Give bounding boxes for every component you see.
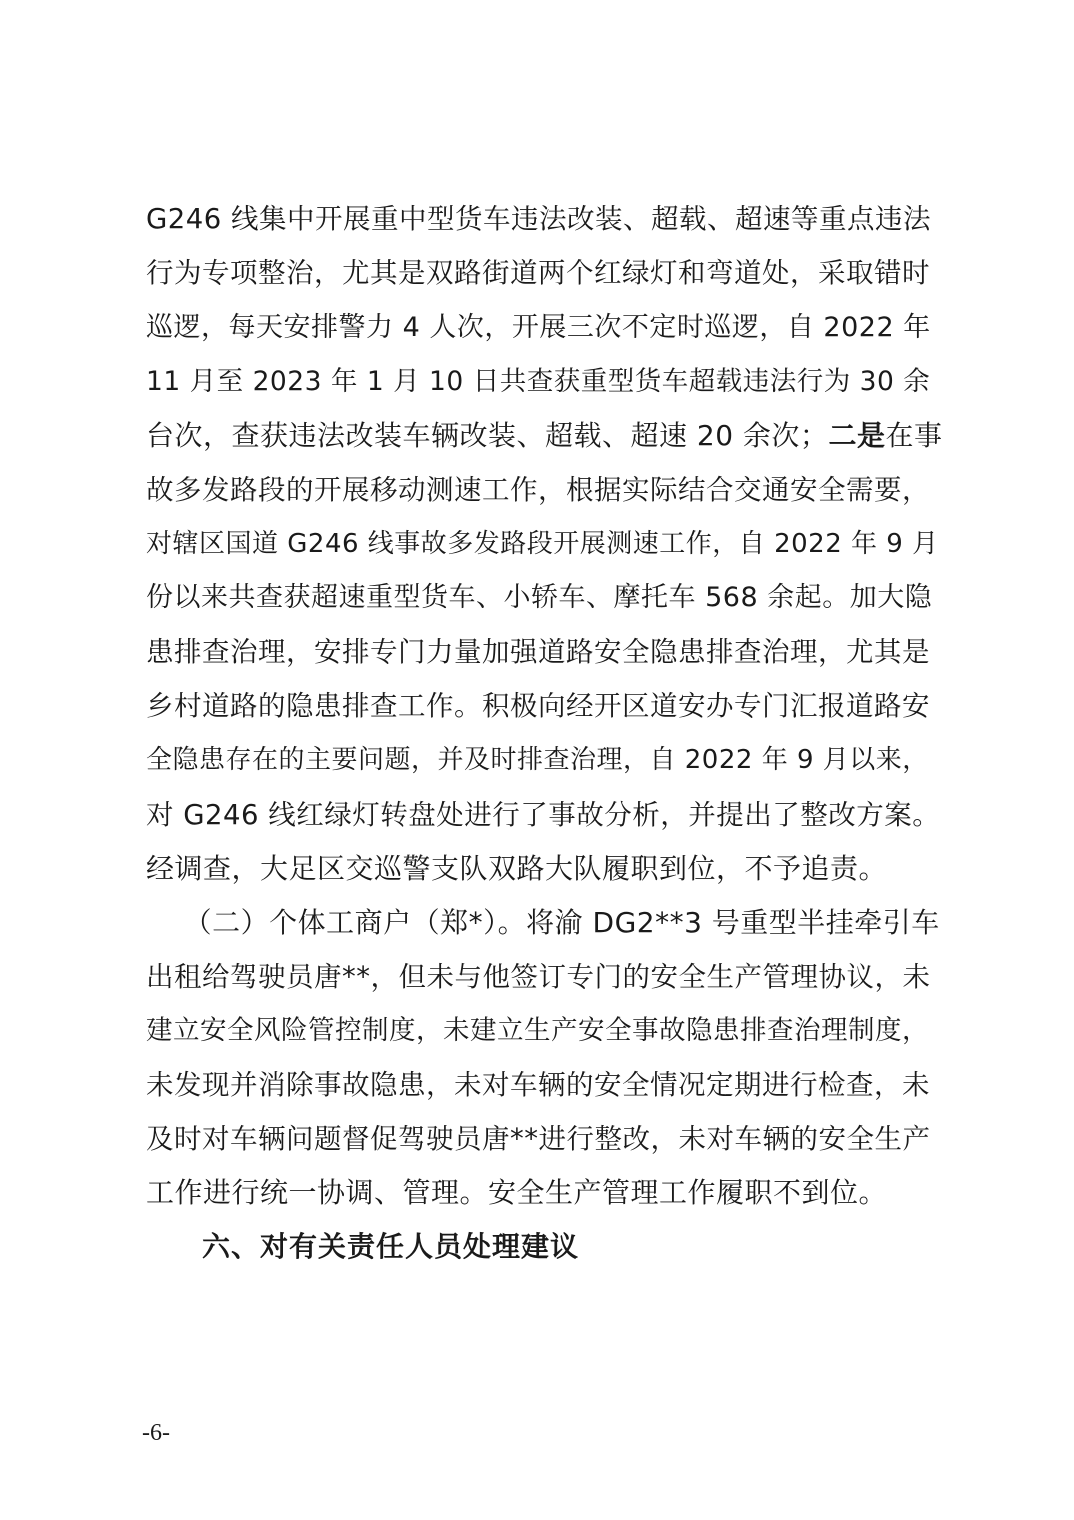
body-line-7: 对辖区国道 G246 线事故多发路段开展测速工作，自 2022 年 9 月 (146, 529, 939, 559)
body-line-19: 工作进行统一协调、管理。安全生产管理工作履职不到位。 (146, 1176, 888, 1209)
body-line-6: 故多发路段的开展移动测速工作，根据实际结合交通安全需要， (146, 474, 930, 506)
emphasis-er-shi: 二是 (828, 419, 886, 452)
body-line-5-head: 台次，查获违法改装车辆改装、超载、超速 20 余次； (146, 419, 829, 452)
body-line-4: 11 月至 2023 年 1 月 10 日共查获重型货车超载违法行为 30 余 (146, 366, 931, 397)
body-line-18: 及时对车辆问题督促驾驶员唐**进行整改，未对车辆的安全生产 (146, 1123, 931, 1155)
section-heading: 六、对有关责任人员处理建议 (202, 1230, 580, 1263)
body-line-2: 行为专项整治，尤其是双路街道两个红绿灯和弯道处，采取错时 (146, 257, 930, 289)
body-line-14: （二）个体工商户（郑*）。将渝 DG2**3 号重型半挂牵引车 (146, 906, 940, 939)
body-line-5 (146, 416, 942, 456)
body-line-10: 乡村道路的隐患排查工作。积极向经开区道安办专门汇报道路安 (146, 690, 930, 722)
body-line-12: 对 G246 线红绿灯转盘处进行了事故分析，并提出了整改方案。 (146, 799, 941, 831)
body-line-3: 巡逻，每天安排警力 4 人次，开展三次不定时巡逻，自 2022 年 (146, 312, 931, 343)
body-line-16: 建立安全风险管控制度，未建立生产安全事故隐患排查治理制度， (146, 1015, 929, 1046)
body-line-8: 份以来共查获超速重型货车、小轿车、摩托车 568 余起。加大隐 (146, 582, 933, 613)
body-line-5-tail: 在事 (885, 419, 943, 452)
body-line-9: 患排查治理，安排专门力量加强道路安全隐患排查治理，尤其是 (146, 636, 930, 668)
body-line-11: 全隐患存在的主要问题，并及时排查治理，自 2022 年 9 月以来， (146, 745, 929, 775)
body-line-1: G246 线集中开展重中型货车违法改装、超载、超速等重点违法 (146, 203, 932, 235)
body-line-15: 出租给驾驶员唐**，但未与他签订专门的安全生产管理协议，未 (146, 961, 931, 993)
body-line-13: 经调查，大足区交巡警支队双路大队履职到位，不予追责。 (146, 852, 888, 885)
body-line-17: 未发现并消除事故隐患，未对车辆的安全情况定期进行检查，未 (146, 1069, 930, 1101)
page-number: -6- (142, 1420, 170, 1446)
